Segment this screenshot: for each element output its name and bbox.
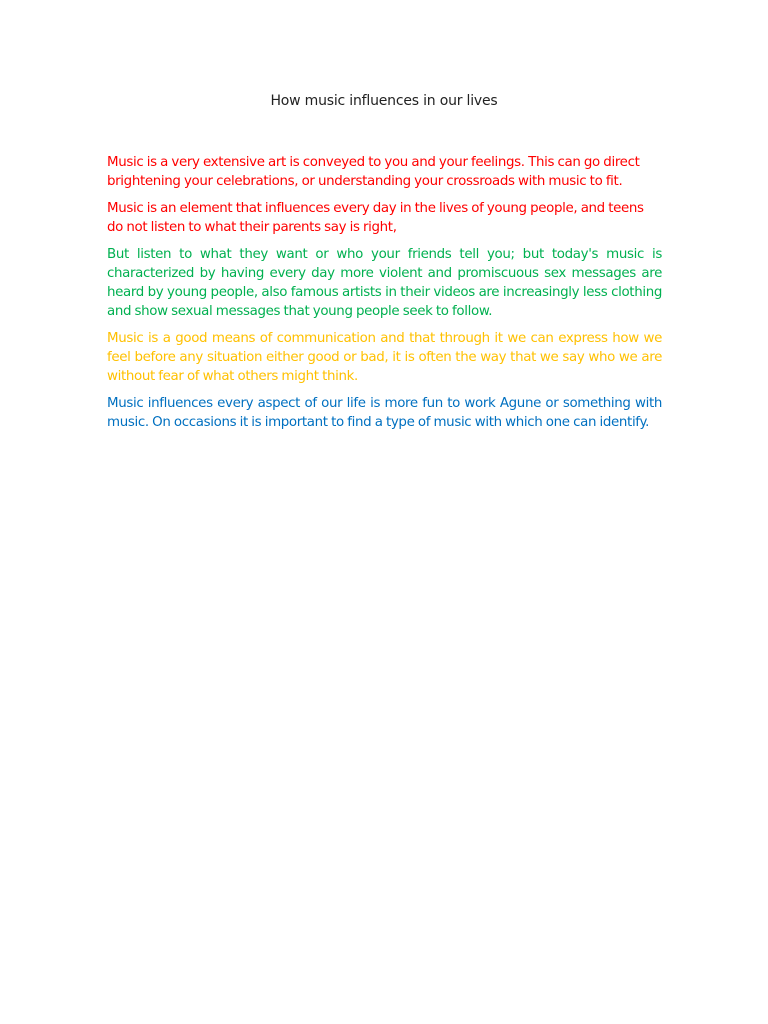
paragraph-5: Music influences every aspect of our life is more fun to work Agune or something with music. On occasions it is important to find a type of music with which one can identify. bbox=[107, 396, 662, 430]
paragraph-2: Music is an element that influences every day in the lives of young people, and teens do not listen to what their parents say is right, bbox=[107, 201, 644, 235]
paragraph-3: But listen to what they want or who your friends tell you; but today's music is characterized by having every day more violent and promiscuous sex messages are heard by young people, also famous artists in their videos are increasingly less clothing and show sexual messages that young people seek to follow. bbox=[107, 247, 662, 319]
document-title: How music influences in our lives bbox=[270, 93, 498, 109]
document-body bbox=[107, 153, 662, 440]
paragraph-1: Music is a very extensive art is conveyed to you and your feelings. This can go direct brightening your celebrations, or understanding your crossroads with music to fit. bbox=[107, 155, 640, 189]
paragraph-4: Music is a good means of communication and that through it we can express how we feel before any situation either good or bad, it is often the way that we say who we are without fear of what others might think. bbox=[107, 331, 662, 384]
